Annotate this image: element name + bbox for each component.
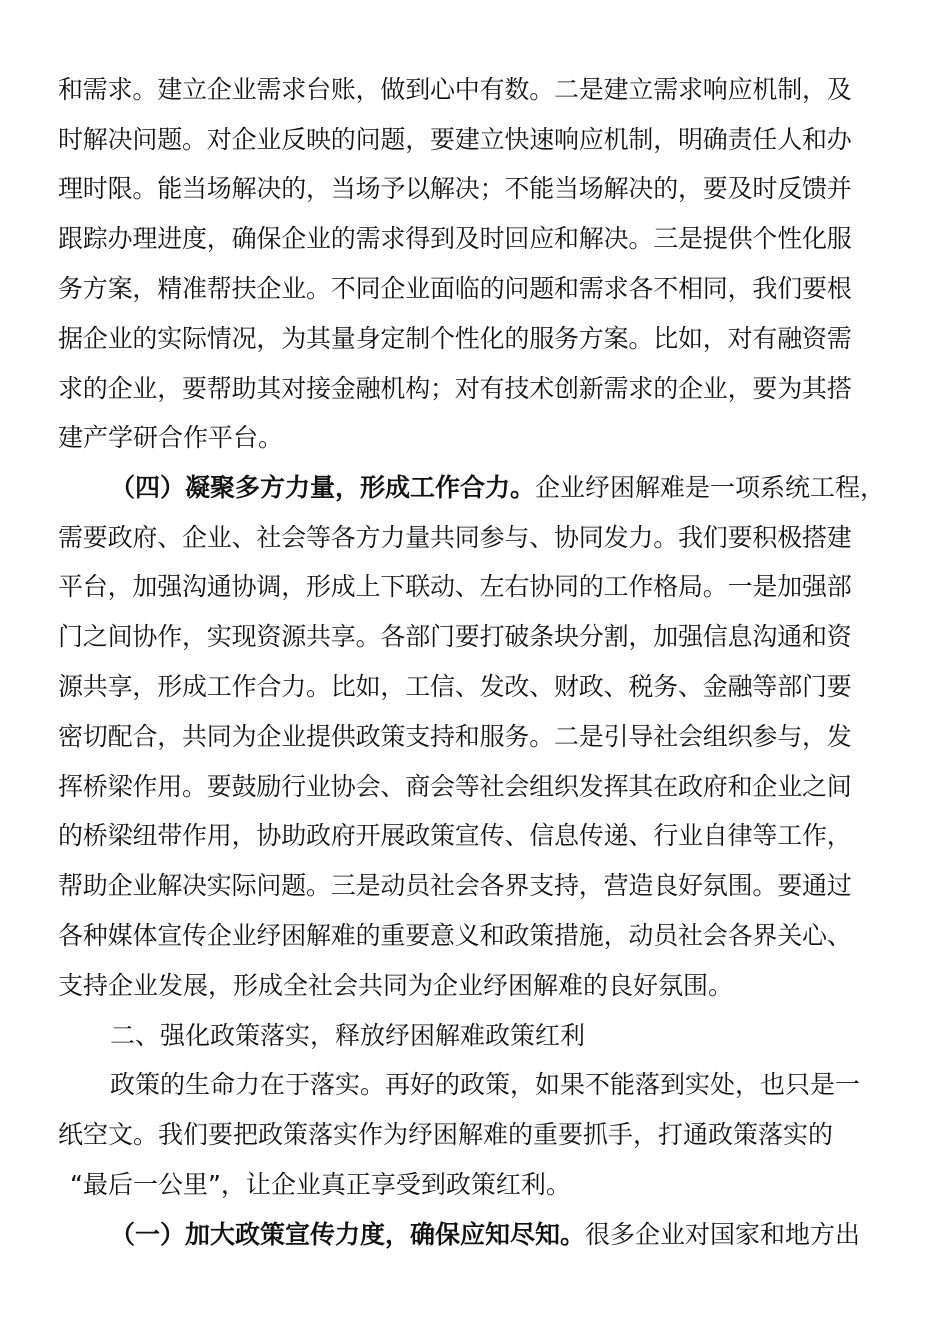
body-line: 务方案，精准帮扶企业。不同企业面临的问题和需求各不相同，我们要根 [58,274,852,303]
body-line: 求的企业，要帮助其对接金融机构；对有技术创新需求的企业，要为其搭 [58,374,852,403]
body-line: 理时限。能当场解决的，当场予以解决；不能当场解决的，要及时反馈并 [58,174,852,203]
body-line: 平台，加强沟通协调，形成上下联动、左右协同的工作格局。一是加强部 [58,572,852,601]
section-4-heading: （四）凝聚多方力量，形成工作合力。 [110,473,536,502]
body-line: 各种媒体宣传企业纾困解难的重要意义和政策措施，动员社会各界关心、 [58,921,852,950]
body-line: “最后一公里”，让企业真正享受到政策红利。 [70,1170,571,1199]
section-1-first-line [110,1219,860,1251]
body-line: 挥桥梁作用。要鼓励行业协会、商会等社会组织发挥其在政府和企业之间 [58,772,852,801]
body-line: 源共享，形成工作合力。比如，工信、发改、财政、税务、金融等部门要 [58,672,852,701]
body-line: 的桥梁纽带作用，协助政府开展政策宣传、信息传递、行业自律等工作， [58,821,852,850]
body-line: 帮助企业解决实际问题。三是动员社会各界支持，营造良好氛围。要通过 [58,871,852,900]
body-line: 跟踪办理进度，确保企业的需求得到及时回应和解决。三是提供个性化服 [58,224,852,253]
body-line: 支持企业发展，形成全社会共同为企业纾困解难的良好氛围。 [58,971,734,1000]
part-2-heading: 二、强化政策落实，释放纾困解难政策红利 [110,1021,586,1050]
section-1-heading: （一）加大政策宣传力度，确保应知尽知。 [110,1220,586,1249]
body-line: 密切配合，共同为企业提供政策支持和服务。二是引导社会组织参与，发 [58,722,852,751]
body-line: 时解决问题。对企业反映的问题，要建立快速响应机制，明确责任人和办 [58,125,852,154]
body-line: 门之间协作，实现资源共享。各部门要打破条块分割，加强信息沟通和资 [58,622,852,651]
body-line: 政策的生命力在于落实。再好的政策，如果不能落到实处，也只是一 [110,1070,861,1099]
body-line: 需要政府、企业、社会等各方力量共同参与、协同发力。我们要积极搭建 [58,523,852,552]
section-4-first-line-text: 企业纾困解难是一项系统工程， [535,473,886,502]
body-line: 据企业的实际情况，为其量身定制个性化的服务方案。比如，对有融资需 [58,324,852,353]
section-4-first-line [110,472,885,504]
body-line: 建产学研合作平台。 [58,423,284,452]
section-1-first-line-text: 很多企业对国家和地方出 [585,1220,861,1249]
body-line: 纸空文。我们要把政策落实作为纾困解难的重要抓手，打通政策落实的 [58,1120,834,1149]
body-line: 和需求。建立企业需求台账，做到心中有数。二是建立需求响应机制，及 [58,75,852,104]
